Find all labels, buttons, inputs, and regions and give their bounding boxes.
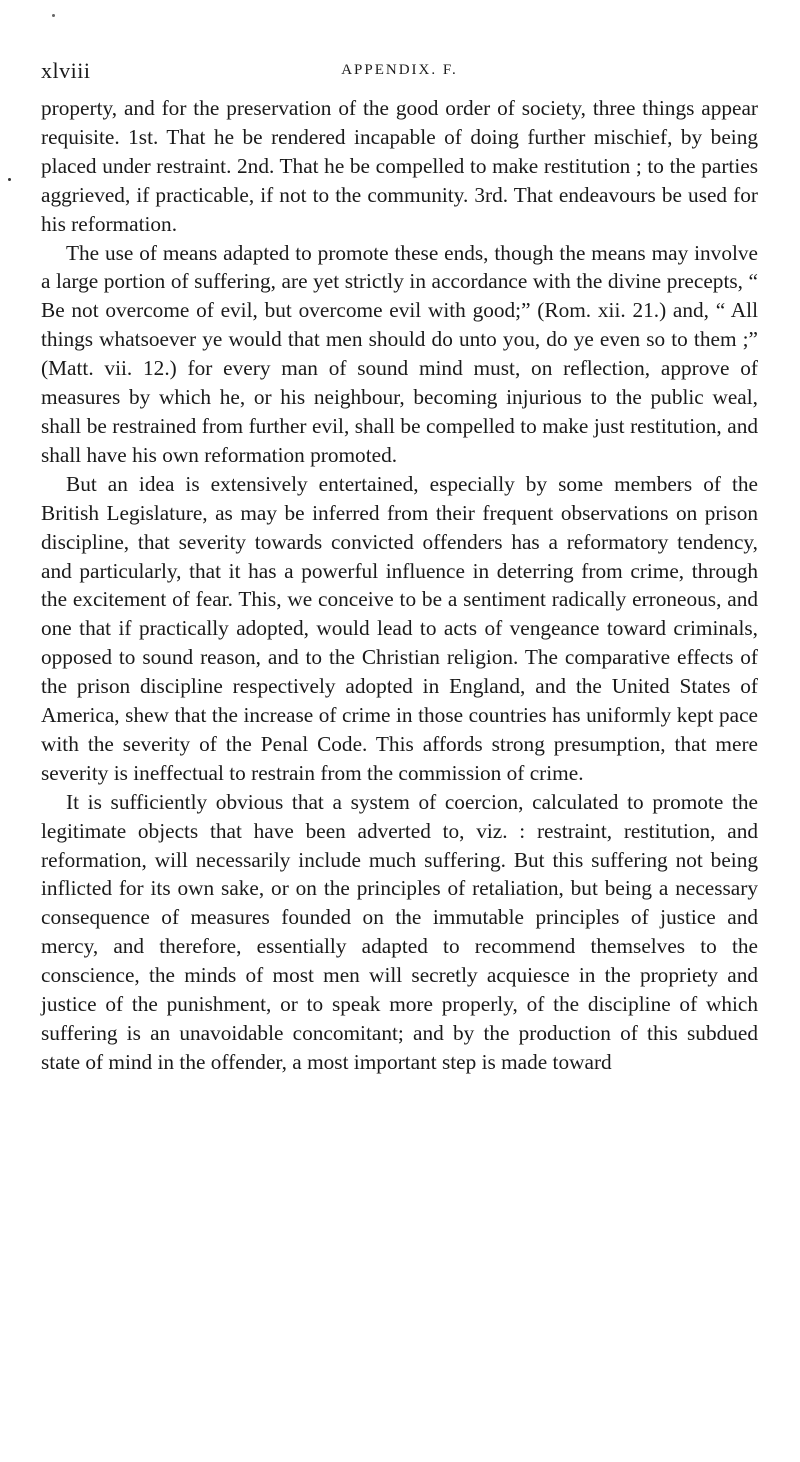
print-speck [52,14,55,17]
paragraph-3: But an idea is extensively entertained, especially by some members of the British Legislature, as may be inferred from their frequent observations on prison discipline, that severity towards convicted offenders has a reformatory tendency, and particularly, that it has a powerful influence in deterring from crime, through the excitement of fear. This, we conceive to be a sentiment radically erroneous, and one that if practically adopted, would lead to acts of vengeance toward criminals, opposed to sound reason, and to the Christian religion. The comparative effects of the prison discipline respectively adopted in England, and the United States of America, shew that the increase of crime in those countries has uniformly kept pace with the severity of the Penal Code. This affords strong presumption, that mere severity is ineffectual to restrain from the commission of crime. [41,471,758,785]
margin-speck [8,178,11,181]
book-page [41,58,758,1077]
paragraph-1: property, and for the preservation of the good order of society, three things appear requisite. 1st. That he be rendered incapable of doing further mischief, by being placed under restraint. 2nd. That he be compelled to make restitution ; to the parties aggrieved, if practicable, if not to the community. 3rd. That endeavours be used for his reformation. [41,96,758,236]
paragraph-2: The use of means adapted to promote these ends, though the means may involve a large portion of suffering, are yet strictly in accordance with the divine precepts, “ Be not overcome of evil, but overcome evil with good;” (Rom. xii. 21.) and, “ All things whatsoever ye would that men should do unto you, do ye even so to them ;” (Matt. vii. 12.) for every man of sound mind must, on reflection, approve of measures by which he, or his neighbour, becoming injurious to the public weal, shall be restrained from further evil, shall be compelled to make just restitution, and shall have his own reformation promoted. [41,240,758,467]
body-text [41,94,758,1077]
page-number: xlviii [41,58,91,83]
running-head [41,58,758,94]
running-title: APPENDIX. F. [341,62,458,78]
paragraph-4: It is sufficiently obvious that a system of coercion, calculated to promote the legitimate objects that have been adverted to, viz. : restraint, restitution, and reformation, will necessarily include much suffering. But this suffering not being inflicted for its own sake, or on the principles of retaliation, but being a necessary consequence of measures founded on the immutable principles of justice and mercy, and therefore, essentially adapted to recommend themselves to the conscience, the minds of most men will secretly acquiesce in the propriety and justice of the punishment, or to speak more properly, of the discipline of which suffering is an unavoidable concomitant; and by the production of this subdued state of mind in the offender, a most important step is made toward [41,789,758,1074]
